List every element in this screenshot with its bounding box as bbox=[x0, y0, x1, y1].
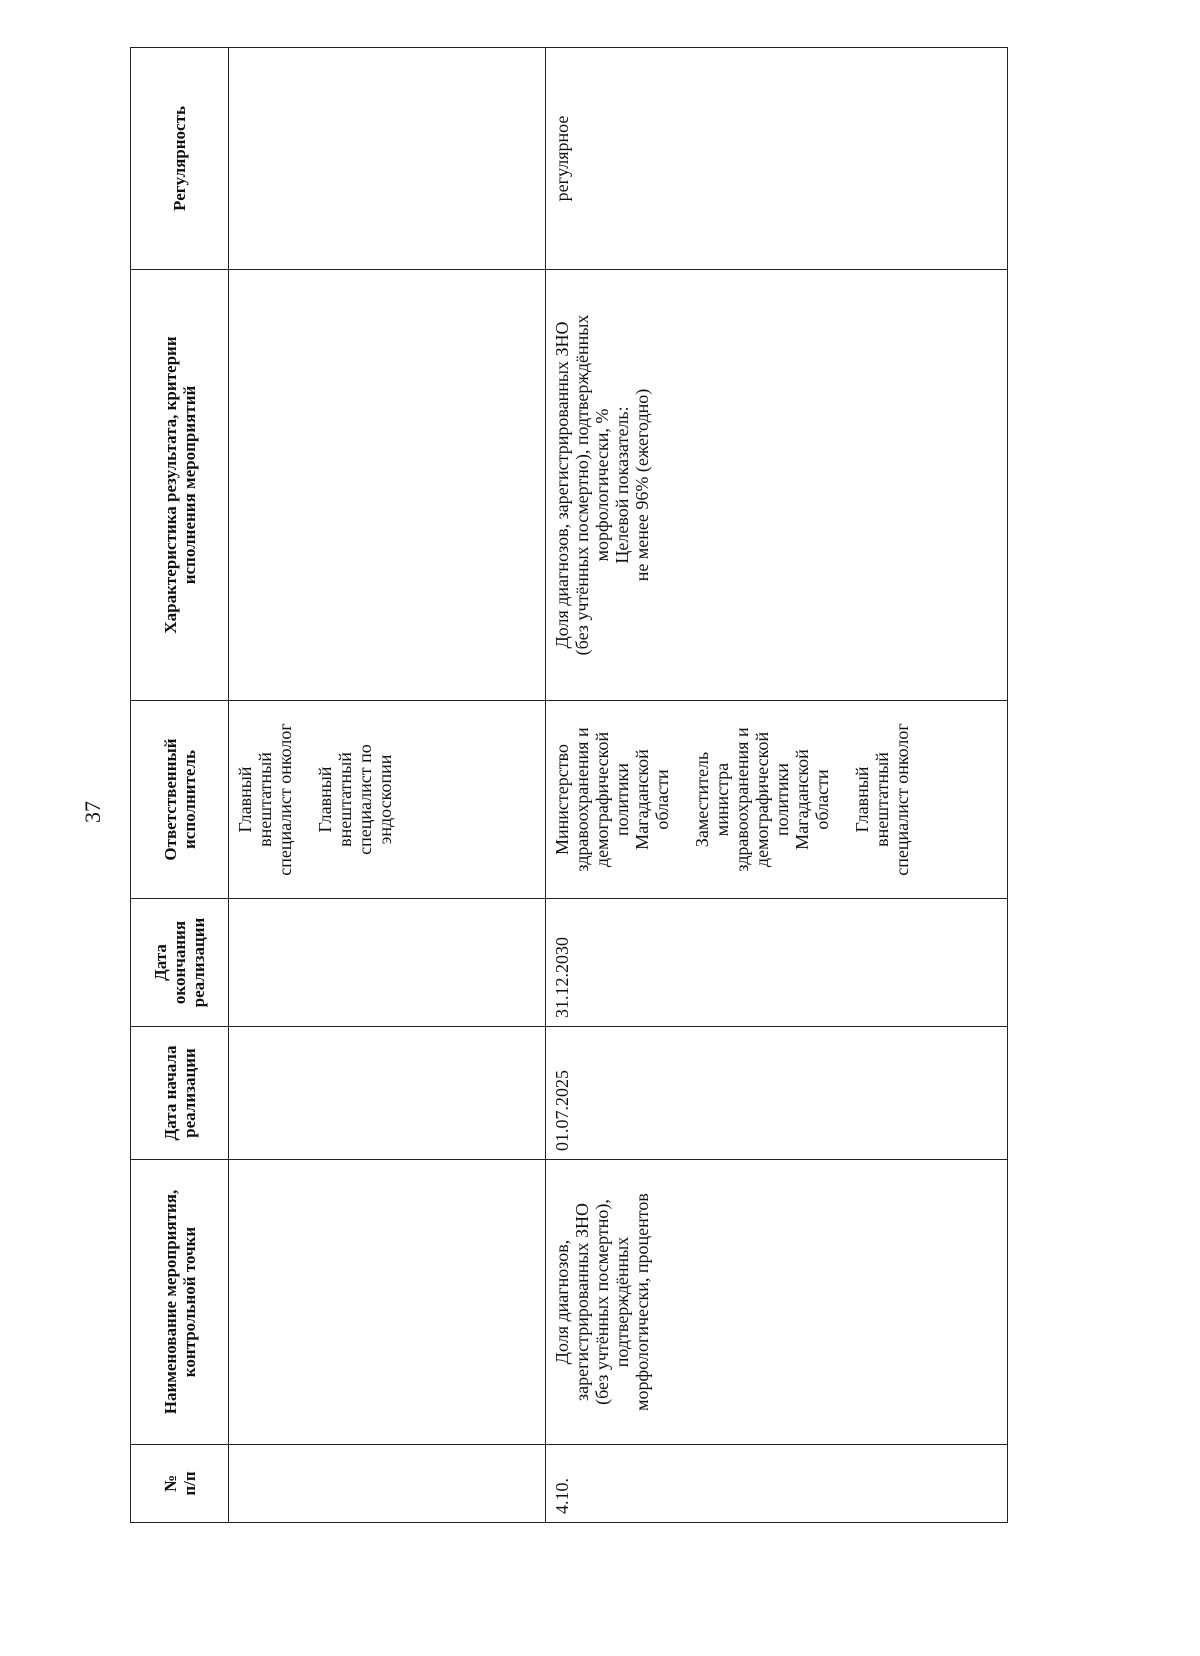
cell-num: 4.10. bbox=[546, 1445, 1008, 1523]
text-line: Магаданской bbox=[632, 749, 652, 850]
text-line: Главный bbox=[852, 766, 872, 833]
cell-name bbox=[546, 1160, 1008, 1445]
responsible-block bbox=[692, 709, 832, 890]
page-number: 37 bbox=[80, 801, 105, 823]
text-line: специалист по bbox=[355, 744, 375, 855]
text-line: специалист онколог bbox=[892, 723, 912, 876]
text-line: Регулярность bbox=[170, 106, 189, 211]
text-line: Заместитель bbox=[692, 751, 712, 848]
text-line: демографической bbox=[752, 731, 772, 868]
text-line: окончания bbox=[170, 920, 189, 1005]
text-line: Целевой показатель: bbox=[612, 406, 632, 564]
responsible-block bbox=[315, 709, 395, 890]
text-line: исполнитель bbox=[179, 750, 199, 849]
header-regularity bbox=[131, 48, 229, 270]
text-line: политики bbox=[772, 763, 792, 836]
table-wrapper bbox=[130, 48, 1007, 1523]
text-line: зарегистрированных ЗНО bbox=[572, 1203, 592, 1401]
header-characteristic bbox=[131, 270, 229, 701]
header-num bbox=[131, 1445, 229, 1523]
cell-end-date bbox=[229, 899, 546, 1027]
text-line: Дата начала bbox=[160, 1045, 180, 1141]
text-line: Наименование мероприятия, bbox=[160, 1189, 180, 1415]
text-line: № bbox=[160, 1474, 180, 1493]
responsible-block bbox=[852, 709, 912, 890]
text-line: политики bbox=[612, 763, 632, 836]
text-line: реализации bbox=[179, 1048, 199, 1138]
text-line: демографической bbox=[592, 731, 612, 868]
text-line: морфологически, процентов bbox=[632, 1193, 652, 1411]
text-line: подтверждённых bbox=[612, 1236, 632, 1368]
text-line: Ответственный bbox=[160, 738, 180, 861]
cell-regularity bbox=[229, 48, 546, 270]
header-responsible bbox=[131, 701, 229, 899]
text-line: внештатный bbox=[872, 752, 892, 847]
text-line: министра bbox=[712, 762, 732, 837]
text-line: Главный bbox=[315, 766, 335, 833]
text-line: Дата bbox=[151, 944, 170, 981]
cell-responsible bbox=[546, 701, 1008, 899]
cell-characteristic bbox=[546, 270, 1008, 701]
text-line: реализации bbox=[189, 917, 208, 1008]
text-line: Министерство bbox=[552, 744, 572, 855]
text-line: контрольной точки bbox=[179, 1226, 199, 1378]
text-line: области bbox=[812, 769, 832, 830]
text-line: здравоохранения и bbox=[732, 727, 752, 872]
cell-characteristic bbox=[229, 270, 546, 701]
header-start-date bbox=[131, 1027, 229, 1160]
text-line: внештатный bbox=[255, 752, 275, 847]
cell-num bbox=[229, 1445, 546, 1523]
cell-responsible bbox=[229, 701, 546, 899]
cell-end-date: 31.12.2030 bbox=[546, 899, 1008, 1027]
rotated-table-container bbox=[130, 48, 1007, 1523]
header-name bbox=[131, 1160, 229, 1445]
cell-name bbox=[229, 1160, 546, 1445]
cell-start-date: 01.07.2025 bbox=[546, 1027, 1008, 1160]
cell-start-date bbox=[229, 1027, 546, 1160]
table-row bbox=[546, 48, 1008, 1523]
text-line: морфологически, % bbox=[592, 408, 612, 562]
text-line: п/п bbox=[179, 1471, 199, 1496]
text-line: Магаданской bbox=[792, 749, 812, 850]
responsible-block bbox=[552, 709, 672, 890]
text-line: Главный bbox=[235, 766, 255, 833]
table-row bbox=[229, 48, 546, 1523]
text-line: внештатный bbox=[335, 752, 355, 847]
text-line: (без учтённых посмертно), подтверждённых bbox=[572, 314, 592, 656]
text-line: Доля диагнозов, bbox=[552, 1239, 572, 1365]
text-line: Характеристика результата, критерии bbox=[160, 336, 180, 634]
responsible-block bbox=[235, 709, 295, 890]
text-line: (без учтённых посмертно), bbox=[592, 1199, 612, 1405]
text-line: здравоохранения и bbox=[572, 727, 592, 872]
cell-regularity: регулярное bbox=[546, 48, 1008, 270]
text-line: эндоскопии bbox=[375, 754, 395, 845]
text-line: Доля диагнозов, зарегистрированных ЗНО bbox=[552, 321, 572, 649]
text-line: специалист онколог bbox=[275, 723, 295, 876]
text-line: исполнения мероприятий bbox=[179, 385, 199, 585]
table-header-row bbox=[131, 48, 229, 1523]
text-line: не менее 96% (ежегодно) bbox=[632, 388, 652, 582]
activities-table bbox=[130, 47, 1008, 1523]
text-line: области bbox=[652, 769, 672, 830]
header-end-date bbox=[131, 899, 229, 1027]
